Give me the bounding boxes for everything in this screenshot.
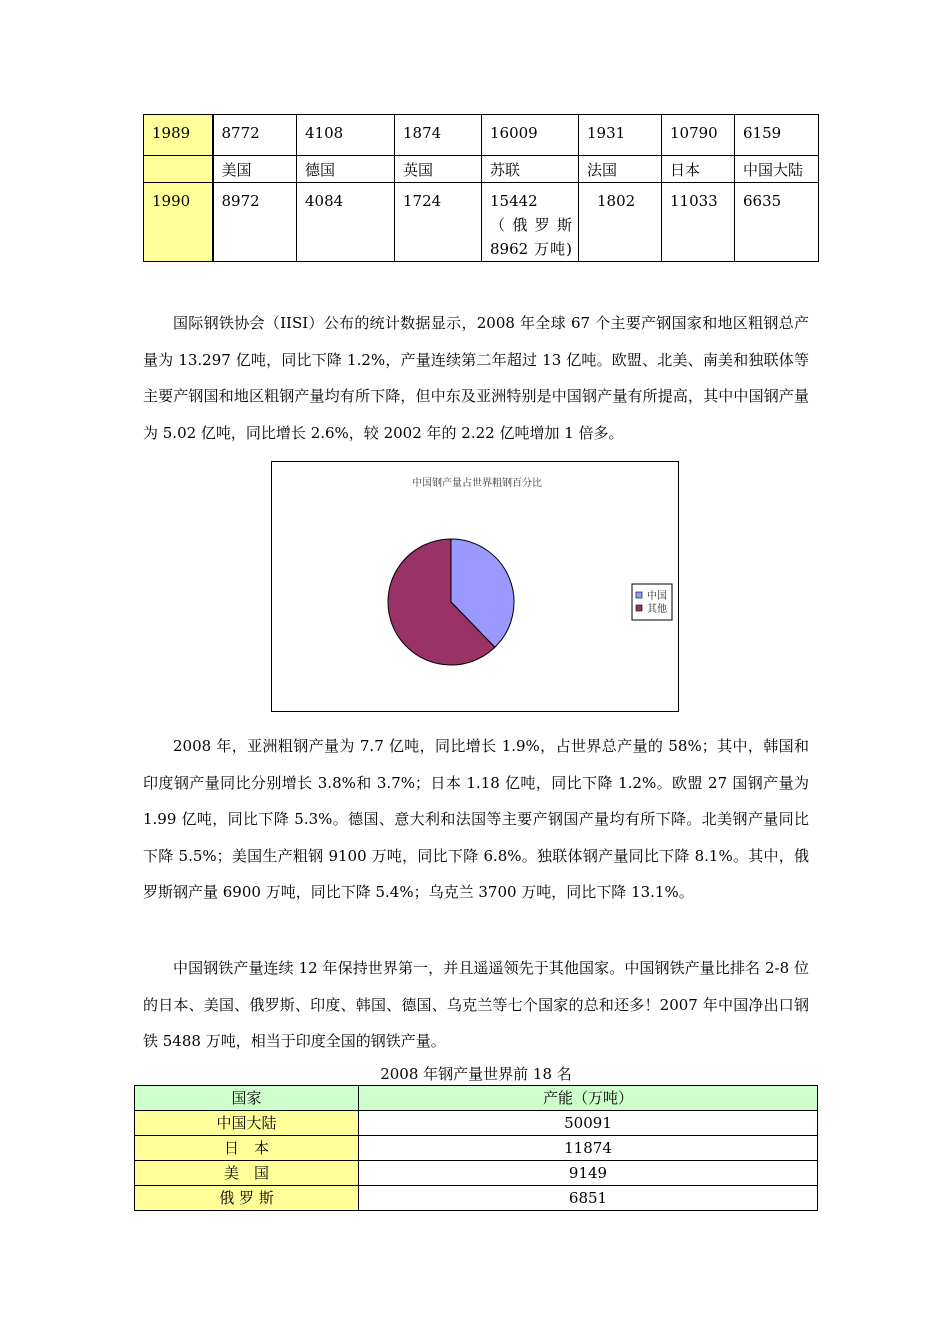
country-cell: 美 国 (135, 1161, 359, 1186)
country-header-cell: 法国 (579, 156, 662, 183)
pie-chart-canvas (272, 462, 678, 711)
year-cell: 1990 (144, 183, 213, 262)
table-cell: 4084 (297, 183, 395, 262)
capacity-cell: 9149 (359, 1161, 818, 1186)
capacity-cell: 6851 (359, 1186, 818, 1211)
steel-output-comparison-table (143, 114, 819, 262)
country-header-cell: 中国大陆 (735, 156, 819, 183)
table-cell: 1874 (395, 115, 482, 156)
capacity-cell: 11874 (359, 1136, 818, 1161)
column-header-country: 国家 (135, 1086, 359, 1111)
country-cell: 俄 罗 斯 (135, 1186, 359, 1211)
country-cell: 日 本 (135, 1136, 359, 1161)
capacity-cell: 50091 (359, 1111, 818, 1136)
year-cell: 1989 (144, 115, 213, 156)
country-header-cell: 美国 (213, 156, 297, 183)
country-header-cell: 日本 (662, 156, 735, 183)
table-cell: 16009 (482, 115, 579, 156)
table-row (144, 156, 819, 183)
table-cell: 1931 (579, 115, 662, 156)
table-row (144, 115, 819, 156)
legend-swatch (636, 605, 642, 611)
column-header-capacity: 产能（万吨） (359, 1086, 818, 1111)
table-row (135, 1186, 818, 1211)
table-row (135, 1111, 818, 1136)
pie-chart (271, 461, 679, 712)
table-cell: 6635 (735, 183, 819, 262)
table-cell: 1802 (579, 183, 662, 262)
table-row (135, 1136, 818, 1161)
chart-legend (632, 584, 672, 620)
legend-swatch (636, 592, 642, 598)
table-cell: 6159 (735, 115, 819, 156)
table-cell: 15442 （俄罗斯 8962 万吨) (482, 183, 579, 262)
body-paragraph: 2008 年，亚洲粗钢产量为 7.7 亿吨，同比增长 1.9%，占世界总产量的 58%；其中，韩国和印度钢产量同比分别增长 3.8%和 3.7%；日本 1.18 亿吨，同比下降 1.2%。欧盟 27 国钢产量为 1.99 亿吨，同比下降 5.3%。德国、意大利和法国等主要产钢国产量均有所下降。北美钢产量同比下降 5.5%；美国生产粗钢 9100 万吨，同比下降 6.8%。独联体钢产量同比下降 8.1%。其中，俄罗斯钢产量 6900 万吨，同比下降 5.4%；乌克兰 3700 万吨，同比下降 13.1%。 (143, 737, 809, 902)
chart-title: 中国钢产量占世界粗钢百分比 (412, 478, 542, 489)
table-header-row (135, 1086, 818, 1111)
country-cell: 中国大陆 (135, 1111, 359, 1136)
country-header-cell: 德国 (297, 156, 395, 183)
table-cell: 4108 (297, 115, 395, 156)
table-cell: 8972 (213, 183, 297, 262)
table-row (144, 183, 819, 262)
table-row (135, 1161, 818, 1186)
table-cell: 11033 (662, 183, 735, 262)
table-cell: 10790 (662, 115, 735, 156)
year-cell (144, 156, 213, 183)
pie-slices (388, 539, 514, 665)
table-cell: 8772 (213, 115, 297, 156)
legend-label: 其他 (647, 604, 667, 615)
body-paragraph: 国际钢铁协会（IISI）公布的统计数据显示，2008 年全球 67 个主要产钢国家和地区粗钢总产量为 13.297 亿吨，同比下降 1.2%，产量连续第二年超过 13 亿吨。欧盟、北美、南美和独联体等主要产钢国和地区粗钢产量均有所下降，但中东及亚洲特别是中国钢产量有所提高，其中中国钢产量为 5.02 亿吨，同比增长 2.6%，较 2002 年的 2.22 亿吨增加 1 倍多。 (143, 314, 809, 442)
country-header-cell: 英国 (395, 156, 482, 183)
country-header-cell: 苏联 (482, 156, 579, 183)
body-paragraph: 中国钢铁产量连续 12 年保持世界第一，并且遥遥领先于其他国家。中国钢铁产量比排名 2-8 位的日本、美国、俄罗斯、印度、韩国、德国、乌克兰等七个国家的总和还多！2007 年中国净出口钢铁 5488 万吨，相当于印度全国的钢铁产量。 (143, 959, 809, 1051)
table-cell: 1724 (395, 183, 482, 262)
legend-label: 中国 (647, 591, 667, 602)
steel-production-ranking-table (134, 1085, 818, 1211)
table-caption: 2008 年钢产量世界前 18 名 (380, 1065, 572, 1083)
